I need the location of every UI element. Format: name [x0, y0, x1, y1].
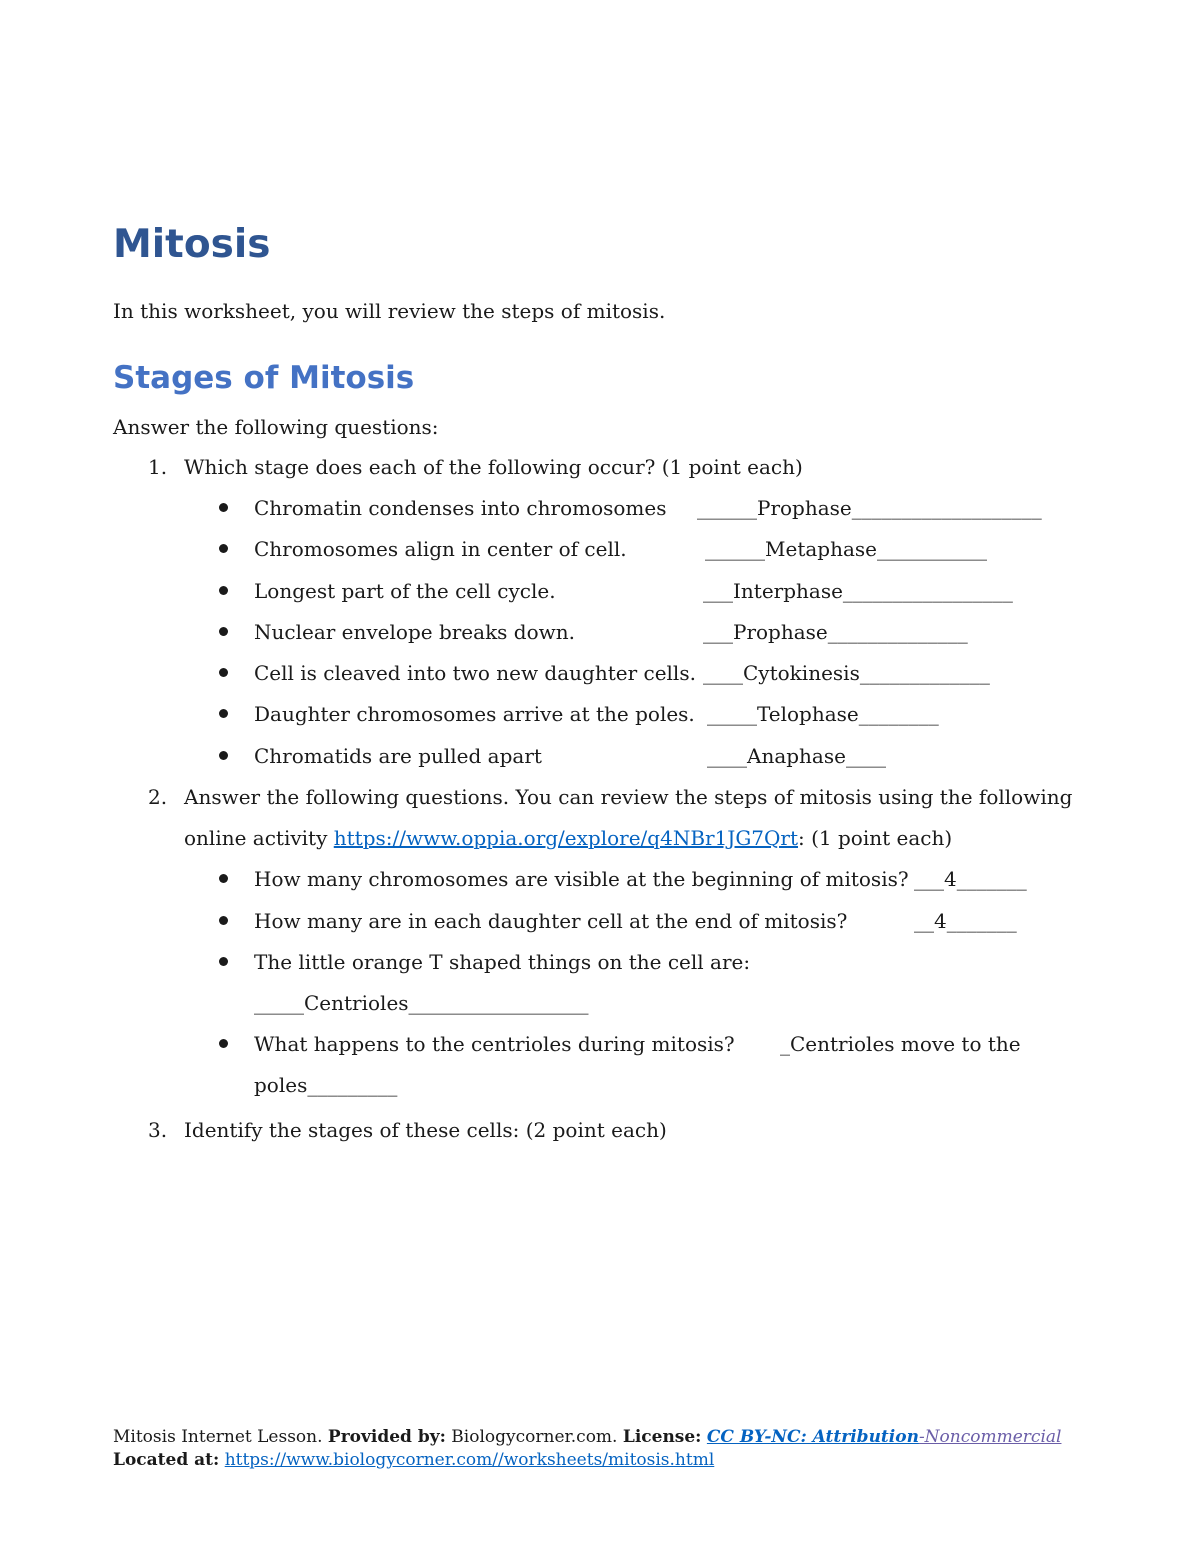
bullet-icon — [219, 709, 228, 718]
license-link[interactable]: CC BY-NC: Attribution — [706, 1427, 919, 1447]
q2-answer-1: ___4_______ — [914, 867, 1027, 891]
bullet-icon — [219, 1039, 228, 1048]
q2-answer-4-cont: poles_________ — [254, 1073, 398, 1097]
q1-item-5: Cell is cleaved into two new daughter cells. — [254, 661, 696, 685]
q1-answer-7: ____Anaphase____ — [707, 744, 886, 768]
bullet-icon — [219, 503, 228, 512]
q1-number: 1. — [148, 455, 168, 479]
q1-item-3: Longest part of the cell cycle. — [254, 579, 556, 603]
q2-line2-pre: online activity — [184, 826, 334, 850]
q1-item-6: Daughter chromosomes arrive at the poles. — [254, 702, 695, 726]
q1-answer-5: ____Cytokinesis_____________ — [703, 661, 990, 685]
q2-text-line2 — [184, 826, 952, 850]
oppia-link[interactable]: https://www.oppia.org/explore/q4NBr1JG7Qrt — [333, 826, 799, 850]
q2-text-line1: Answer the following questions. You can review the steps of mitosis using the following — [184, 785, 1073, 809]
bullet-icon — [219, 957, 228, 966]
license-link-noncommercial[interactable]: -Noncommercial — [918, 1427, 1062, 1447]
q1-answer-6: _____Telophase________ — [707, 702, 939, 726]
bullet-icon — [219, 627, 228, 636]
q1-item-4: Nuclear envelope breaks down. — [254, 620, 576, 644]
footer-license-label: License: — [622, 1427, 702, 1447]
footer-lesson: Mitosis Internet Lesson. — [113, 1427, 328, 1447]
q1-item-1: Chromatin condenses into chromosomes — [254, 496, 667, 520]
footer-line-1 — [113, 1427, 1061, 1447]
q2-item-2: How many are in each daughter cell at the end of mitosis? — [254, 909, 848, 933]
bullet-icon — [219, 544, 228, 553]
bullet-icon — [219, 751, 228, 760]
q2-answer-3: _____Centrioles__________________ — [254, 991, 589, 1015]
section-heading: Stages of Mitosis — [113, 360, 415, 396]
bullet-icon — [219, 586, 228, 595]
q1-item-7: Chromatids are pulled apart — [254, 744, 542, 768]
page-title: Mitosis — [113, 222, 271, 267]
bullet-icon — [219, 668, 228, 677]
q2-line2-post: : (1 point each) — [798, 826, 953, 850]
q2-answer-2: __4_______ — [914, 909, 1017, 933]
bullet-icon — [219, 916, 228, 925]
q1-answer-3: ___Interphase_________________ — [703, 579, 1013, 603]
q1-answer-1: ______Prophase___________________ — [697, 496, 1042, 520]
q1-text: Which stage does each of the following occur? (1 point each) — [184, 455, 803, 479]
bullet-icon — [219, 874, 228, 883]
q2-answer-4: _Centrioles move to the — [780, 1032, 1021, 1056]
prompt-text: Answer the following questions: — [113, 415, 439, 439]
q2-item-4: What happens to the centrioles during mitosis? — [254, 1032, 735, 1056]
source-url-link[interactable]: https://www.biologycorner.com//worksheets/mitosis.html — [224, 1450, 715, 1470]
q2-number: 2. — [148, 785, 168, 809]
footer-provided-label: Provided by: — [327, 1427, 446, 1447]
q3-text: Identify the stages of these cells: (2 point each) — [184, 1118, 667, 1142]
q3-number: 3. — [148, 1118, 168, 1142]
footer-located-label: Located at: — [113, 1450, 220, 1470]
q2-item-3: The little orange T shaped things on the cell are: — [254, 950, 751, 974]
q1-item-2: Chromosomes align in center of cell. — [254, 537, 627, 561]
footer-provider: Biologycorner.com. — [445, 1427, 623, 1447]
footer-line-2 — [113, 1450, 714, 1470]
intro-text: In this worksheet, you will review the steps of mitosis. — [113, 299, 666, 323]
q1-answer-2: ______Metaphase___________ — [705, 537, 987, 561]
q1-answer-4: ___Prophase______________ — [703, 620, 968, 644]
q2-item-1: How many chromosomes are visible at the beginning of mitosis? — [254, 867, 909, 891]
